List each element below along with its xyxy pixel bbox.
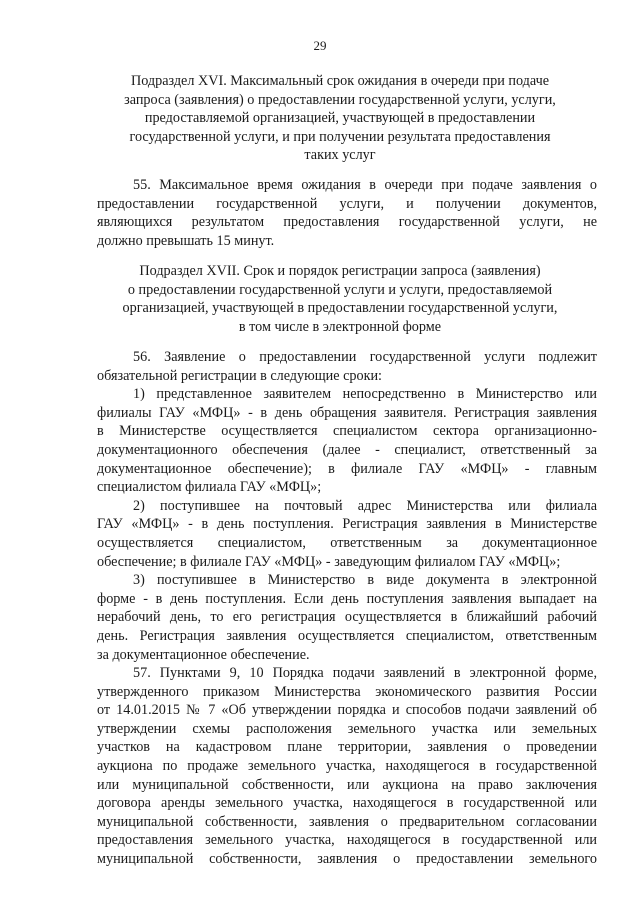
- text-line: в Министерстве осуществляется специалистом сектора организационно-: [97, 423, 597, 440]
- subsection-16-heading: [100, 72, 580, 165]
- heading-line: организацией, участвующей в предоставлении государственной услуги,: [122, 300, 558, 316]
- text-line: муниципальной собственности, заявления о предварительном согласовании: [97, 813, 597, 830]
- subsection-17-heading: [100, 262, 580, 336]
- text-line: за документационное обеспечение.: [97, 646, 310, 663]
- text-line: ГАУ «МФЦ» - в день поступления. Регистрация заявления в Министерстве: [97, 516, 597, 533]
- text-line: день. Регистрация заявления осуществляется специалистом, ответственным: [97, 627, 597, 644]
- heading-line: Подраздел XVII. Срок и порядок регистрации запроса (заявления): [139, 263, 541, 279]
- text-line: муниципальной собственности, заявления о предоставлении земельного: [97, 851, 597, 868]
- text-line: 1) представленное заявителем непосредственно в Министерство или: [133, 386, 597, 403]
- text-line: осуществляется специалистом, ответственным за документационное: [97, 534, 597, 551]
- text-line: 56. Заявление о предоставлении государственной услуги подлежит: [133, 349, 597, 365]
- text-line: утверждении схемы расположения земельного участка или земельных: [97, 720, 597, 737]
- text-line: или муниципальной собственности, или аукциона на право заключения: [97, 776, 597, 793]
- heading-line: запроса (заявления) о предоставлении государственной услуги, услуги,: [124, 91, 556, 108]
- heading-line: о предоставлении государственной услуги и услуги, предоставляемой: [127, 281, 553, 298]
- heading-line: Подраздел XVI. Максимальный срок ожидания в очереди при подаче: [130, 73, 550, 89]
- heading-line: предоставляемой организацией, участвующей в предоставлении: [144, 110, 536, 126]
- text-line: обеспечение; в филиале ГАУ «МФЦ» - заведующим филиалом ГАУ «МФЦ»;: [97, 553, 561, 570]
- text-line: форме - в день поступления. Если день поступления заявления выпадает на: [97, 590, 597, 607]
- text-line: филиалы ГАУ «МФЦ» - в день обращения заявителя. Регистрация заявления: [97, 404, 597, 421]
- text-line: предоставления земельного участка, находящегося в государственной или: [97, 832, 597, 849]
- heading-line: таких услуг: [304, 147, 376, 163]
- text-line: должно превышать 15 минут.: [97, 232, 275, 249]
- text-line: 3) поступившее в Министерство в виде документа в электронной: [133, 572, 597, 589]
- text-line: нерабочий день, то его регистрация осуществляется в ближайший рабочий: [97, 609, 597, 626]
- heading-line: в том числе в электронной форме: [238, 318, 442, 335]
- paragraph-55: [97, 176, 597, 250]
- text-line: являющихся результатом предоставления государственной услуги, не: [97, 214, 597, 231]
- text-line: договора аренды земельного участка, находящегося в государственной или: [97, 795, 597, 812]
- text-line: от 14.01.2015 № 7 «Об утверждении порядка и способов подачи заявлений об: [97, 702, 597, 719]
- paragraphs-56-57: [97, 348, 597, 869]
- text-line: документационного обеспечения (далее - специалист, ответственный за: [97, 441, 597, 458]
- text-line: утвержденного приказом Министерства экономического развития России: [97, 683, 597, 700]
- text-line: обязательной регистрации в следующие сроки:: [97, 367, 382, 384]
- text-line: документационное обеспечение); в филиале ГАУ «МФЦ» - главным: [97, 460, 597, 477]
- heading-line: государственной услуги, и при получении результата предоставления: [129, 128, 551, 145]
- text-line: специалистом филиала ГАУ «МФЦ»;: [97, 479, 322, 496]
- text-line: участков на кадастровом плане территории, заявления о проведении: [97, 739, 597, 756]
- text-line: 55. Максимальное время ожидания в очереди при подаче заявления о: [133, 177, 597, 193]
- text-line: предоставлении государственной услуги, и получении документов,: [97, 195, 597, 212]
- text-line: 57. Пунктами 9, 10 Порядка подачи заявлений в электронной форме,: [133, 665, 597, 682]
- text-line: 2) поступившее на почтовый адрес Министерства или филиала: [133, 497, 597, 514]
- page-number: 29: [313, 38, 327, 53]
- text-line: аукциона по продаже земельного участка, находящегося в государственной: [97, 758, 597, 775]
